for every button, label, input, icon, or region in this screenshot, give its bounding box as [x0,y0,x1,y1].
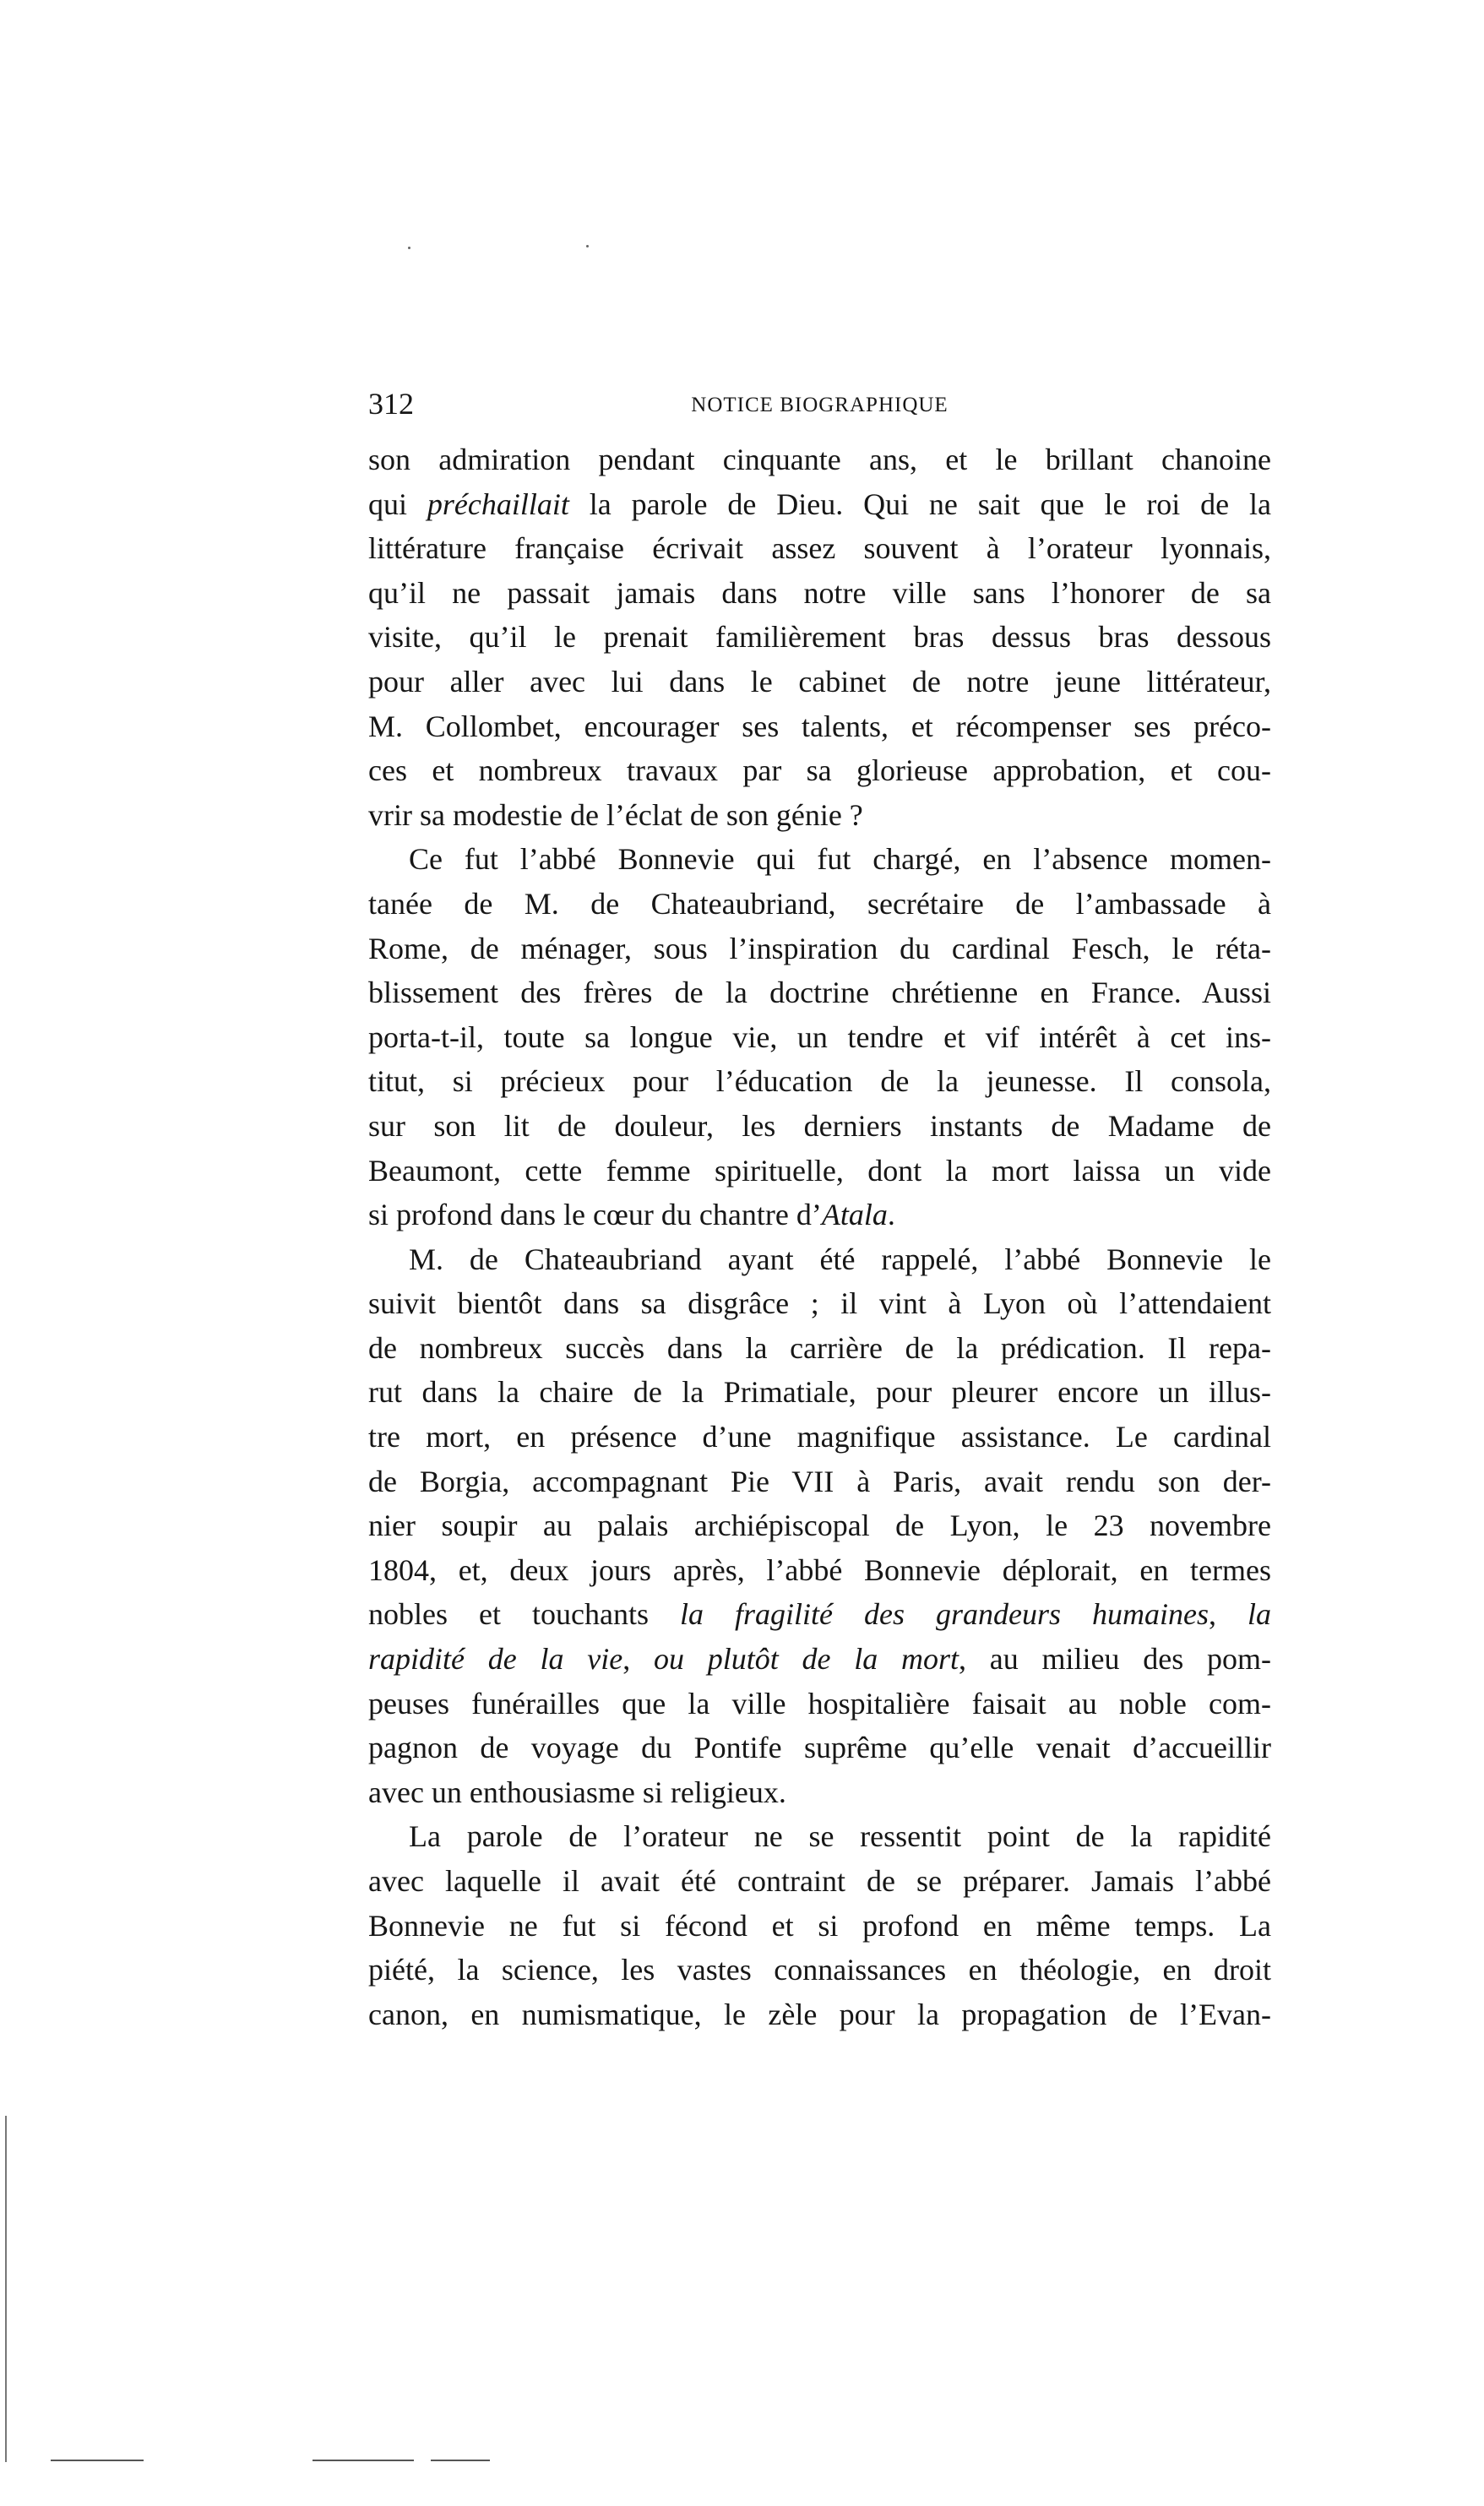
text-segment: nier soupir au palais archiépiscopal de Lyon, le 23 novembre [368,1508,1271,1543]
text-segment: Beaumont, cette femme spirituelle, dont la mort laissa un vide [368,1153,1271,1188]
text-segment: canon, en numismatique, le zèle pour la propagation de l’Evan- [368,1997,1271,2031]
text-segment: peuses funérailles que la ville hospitalière faisait au noble com- [368,1686,1271,1720]
text-segment: si profond dans le cœur du chantre d’ [368,1198,822,1232]
text-segment: tanée de M. de Chateaubriand, secrétaire de l’ambassade à [368,886,1271,921]
text-line [368,1237,1271,1282]
italic-text: préchaillait [427,487,569,521]
text-segment: son admiration pendant cinquante ans, et le brillant chanoine [368,443,1271,476]
text-line [368,1104,1271,1149]
italic-text: ou plutôt de la mort [653,1642,959,1677]
text-line [368,1326,1271,1371]
text-line [368,1281,1271,1326]
text-line [368,882,1271,927]
text-line [368,1637,1271,1682]
text-segment: blissement des frères de la doctrine chrétienne en France. Aussi [368,976,1271,1010]
text-line [368,1015,1271,1060]
text-segment: M. de Chateaubriand ayant été rappelé, l’abbé Bonnevie le [409,1242,1271,1276]
text-line [368,704,1271,749]
italic-text: rapidité de la vie [368,1642,623,1677]
text-line [368,1503,1271,1548]
text-line [368,615,1271,660]
text-line [368,748,1271,793]
text-segment: Rome, de ménager, sous l’inspiration du cardinal Fesch, le réta- [368,931,1271,965]
text-segment: , [1208,1597,1248,1632]
text-segment: suivit bientôt dans sa disgrâce ; il vint à Lyon où l’attendaient [368,1286,1271,1321]
text-segment: sur son lit de douleur, les derniers instants de Madame de [368,1108,1271,1143]
text-line [368,1460,1271,1504]
text-line [368,1770,1271,1815]
text-line [368,793,1271,838]
text-line [368,1859,1271,1904]
text-segment: la parole de Dieu. Qui ne sait que le roi de la [568,487,1271,521]
text-line [368,1682,1271,1726]
text-line [368,1726,1271,1770]
scan-speck [586,245,589,247]
body-text [368,438,1271,2036]
text-line [368,571,1271,616]
text-line [368,1992,1271,2037]
italic-text: la fragilité des grandeurs humaines [679,1597,1209,1632]
text-segment: 1804, et, deux jours après, l’abbé Bonnevie déplorait, en termes [368,1552,1271,1587]
text-segment: , [622,1642,654,1677]
text-line [368,438,1271,482]
text-line [368,660,1271,704]
text-line [368,1149,1271,1193]
scan-bottom-mark [51,2460,144,2461]
text-segment: piété, la science, les vastes connaissances en théologie, en droit [368,1953,1271,1987]
text-segment: visite, qu’il le prenait familièrement bras dessus bras dessous [368,620,1271,655]
text-segment: ces et nombreux travaux par sa glorieuse approbation, et cou- [368,753,1271,788]
text-line [368,1904,1271,1949]
text-line [368,1948,1271,1992]
text-segment: avec un enthousiasme si religieux. [368,1775,786,1809]
running-title: NOTICE BIOGRAPHIQUE [691,394,949,416]
text-segment: de Borgia, accompagnant Pie VII à Paris, avait rendu son der- [368,1464,1271,1498]
text-line [368,1370,1271,1415]
text-segment: avec laquelle il avait été contraint de se préparer. Jamais l’abbé [368,1864,1271,1898]
text-line [368,482,1271,527]
scan-bottom-mark [431,2460,490,2461]
text-segment: , au milieu des pom- [959,1642,1272,1677]
text-segment: porta-t-il, toute sa longue vie, un tendre et vif intérêt à cet ins- [368,1019,1271,1054]
text-segment: tre mort, en présence d’une magnifique assistance. Le cardinal [368,1420,1271,1454]
text-segment: qui [368,487,427,521]
text-line [368,927,1271,971]
scan-edge-line [5,2116,7,2462]
scan-speck [408,247,410,249]
text-line [368,1193,1271,1237]
text-line [368,837,1271,882]
text-segment: titut, si précieux pour l’éducation de la jeunesse. Il consola, [368,1064,1271,1099]
text-segment: . [887,1198,895,1232]
text-segment: de nombreux succès dans la carrière de la prédication. Il repa- [368,1330,1271,1365]
italic-text: Atala [821,1198,888,1232]
italic-text: la [1248,1597,1272,1632]
text-segment: Bonnevie ne fut si fécond et si profond en même temps. La [368,1908,1271,1943]
text-line [368,1059,1271,1104]
scan-bottom-mark [313,2460,414,2461]
text-segment: rut dans la chaire de la Primatiale, pour pleurer encore un illus- [368,1375,1271,1410]
text-line [368,1548,1271,1593]
text-segment: pagnon de voyage du Pontife suprême qu’elle venait d’accueillir [368,1731,1271,1765]
text-line [368,1592,1271,1637]
text-segment: qu’il ne passait jamais dans notre ville sans l’honorer de sa [368,575,1271,610]
text-segment: littérature française écrivait assez souvent à l’orateur lyonnais, [368,531,1271,566]
text-segment: pour aller avec lui dans le cabinet de notre jeune littérateur, [368,664,1271,699]
text-segment: vrir sa modestie de l’éclat de son génie ? [368,797,863,832]
page-header [368,384,1271,423]
text-line [368,1814,1271,1859]
text-segment: Ce fut l’abbé Bonnevie qui fut chargé, en l’absence momen- [409,842,1271,877]
text-line [368,526,1271,571]
text-line [368,970,1271,1015]
text-segment: nobles et touchants [368,1597,680,1632]
text-segment: M. Collombet, encourager ses talents, et récompenser ses préco- [368,709,1271,743]
text-line [368,1415,1271,1460]
page-number: 312 [368,387,414,421]
text-segment: La parole de l’orateur ne se ressentit point de la rapidité [409,1819,1271,1854]
